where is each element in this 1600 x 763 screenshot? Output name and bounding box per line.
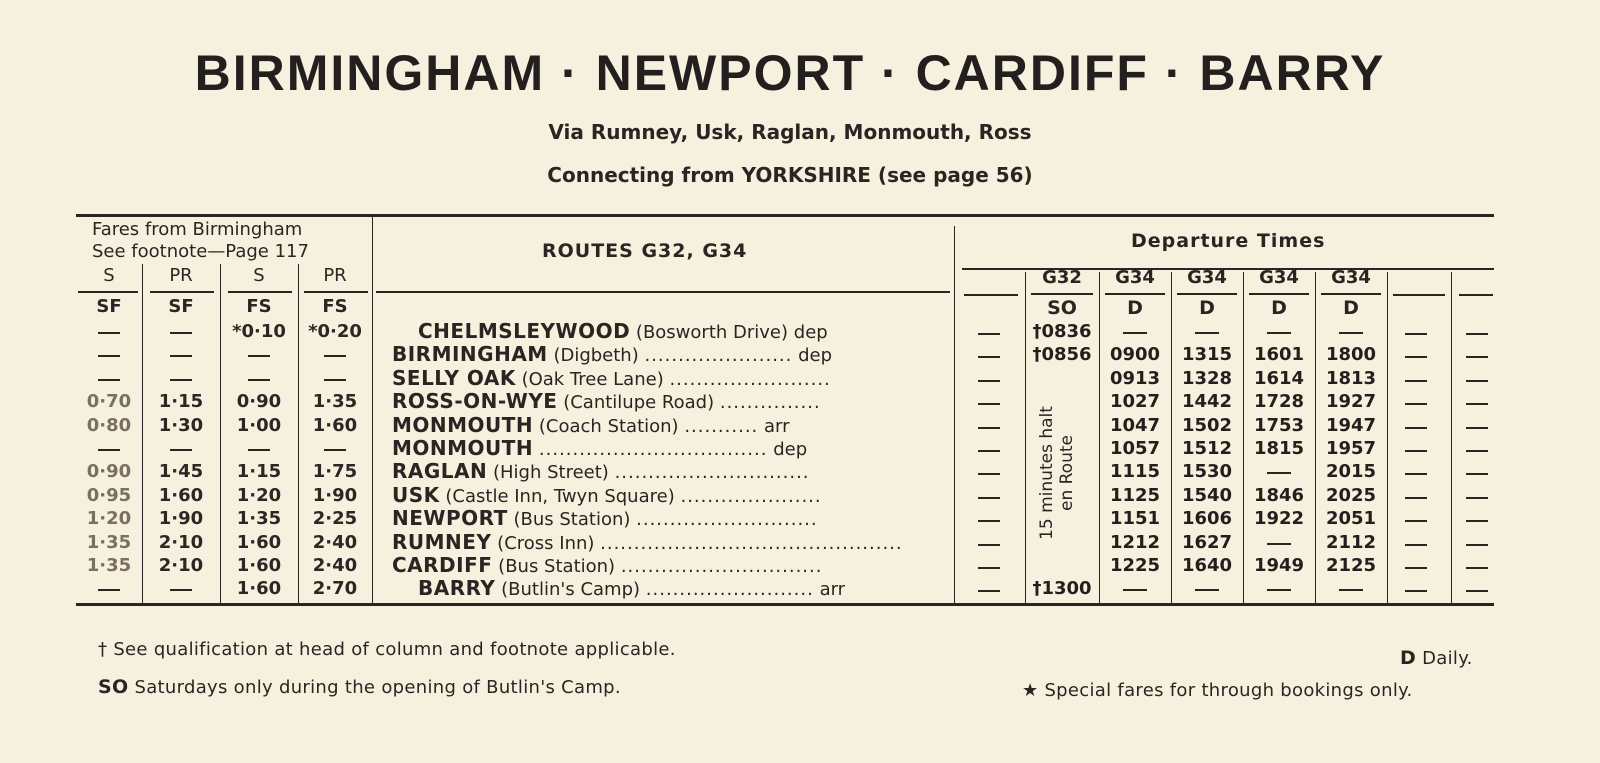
- empty-time-dash: [1466, 544, 1488, 546]
- time-dash: [1267, 472, 1291, 474]
- departure-time: 2112: [1325, 531, 1377, 553]
- fare-cell: 1·90: [312, 484, 358, 506]
- page-title: BIRMINGHAM · NEWPORT · CARDIFF · BARRY: [194, 45, 1386, 101]
- fare-dash: [98, 449, 120, 451]
- stop-location: (Oak Tree Lane): [521, 368, 664, 390]
- routes-header: ROUTES G32, G34: [542, 240, 748, 262]
- stop-label: [392, 530, 903, 554]
- departure-time: 1947: [1325, 414, 1377, 436]
- empty-time-dash: [978, 590, 1000, 592]
- departure-time: 1640: [1181, 555, 1233, 576]
- stop-location: (Bus Station): [513, 509, 631, 531]
- routes-header-rule: [376, 291, 950, 293]
- stop-label: [392, 553, 822, 577]
- stop-arr-dep: dep: [773, 439, 808, 460]
- fare-cell: 0·70: [86, 391, 132, 413]
- stop-arr-dep: arr: [819, 579, 846, 601]
- empty-time-dash: [1466, 473, 1488, 475]
- fare-cell: 1·15: [158, 391, 204, 413]
- stop-name: ROSS-ON-WYE: [392, 389, 558, 414]
- fare-dash: [98, 355, 120, 357]
- fare-cell: 1·90: [158, 508, 204, 530]
- departure-time: 1540: [1181, 484, 1233, 506]
- footnote-daily: [1400, 647, 1473, 669]
- stop-name: CARDIFF: [392, 553, 493, 577]
- leader-dots: ...........: [684, 415, 759, 437]
- fare-cell: 1·45: [158, 461, 204, 483]
- departure-time: †0836: [1032, 321, 1092, 342]
- stop-label: [392, 459, 810, 483]
- departure-time: 1846: [1253, 484, 1305, 506]
- departure-time: 1125: [1109, 484, 1161, 506]
- fare-dash: [170, 449, 192, 451]
- stop-label: [418, 319, 828, 343]
- departure-time: 1927: [1325, 391, 1377, 413]
- fare-cell: *0·20: [308, 321, 362, 342]
- departure-time: 1328: [1181, 367, 1233, 389]
- fare-cell: 1·60: [158, 484, 204, 506]
- empty-col-header-dash: [1459, 294, 1493, 296]
- departure-times-header: Departure Times: [1131, 230, 1326, 252]
- empty-time-dash: [1405, 403, 1427, 405]
- empty-time-dash: [1466, 590, 1488, 592]
- footnote-d-text: Daily.: [1422, 648, 1473, 669]
- departure-time: 1728: [1253, 391, 1305, 413]
- fare-cell: 1·60: [236, 578, 282, 600]
- footnote-star: ★ Special fares for through bookings only.: [1022, 680, 1413, 701]
- stop-location: (Cantilupe Road): [563, 392, 715, 414]
- stop-location: (Coach Station): [538, 415, 679, 437]
- stop-name: RUMNEY: [392, 529, 492, 554]
- fare-cell: 0·90: [236, 391, 282, 413]
- empty-time-dash: [1466, 380, 1488, 382]
- fare-col-divider-2: [220, 264, 221, 603]
- service-header-rule: [1249, 293, 1309, 295]
- fare-code-fs-1: FS: [246, 296, 272, 317]
- stop-name: BIRMINGHAM: [392, 342, 548, 367]
- stop-label: [392, 342, 832, 366]
- fare-code-rule-4: [304, 291, 368, 293]
- departure-time: 1512: [1181, 438, 1233, 459]
- empty-col-header-dash: [964, 294, 1018, 296]
- routes-times-divider: [954, 226, 955, 603]
- service-route-2: G34: [1187, 267, 1227, 288]
- fare-cell: 1·35: [236, 508, 282, 530]
- empty-time-dash: [1405, 567, 1427, 569]
- fare-cell: 2·40: [312, 531, 358, 553]
- fare-dash: [170, 355, 192, 357]
- fare-cell: 1·30: [158, 414, 204, 436]
- departure-time: †0856: [1032, 344, 1092, 366]
- service-days-2: D: [1199, 297, 1215, 319]
- fare-col-header-s-through: S: [253, 265, 265, 286]
- service-days-4: D: [1343, 297, 1359, 319]
- fare-cell: 1·60: [236, 531, 282, 553]
- route-via-subtitle: Via Rumney, Usk, Raglan, Monmouth, Ross: [548, 120, 1032, 144]
- stop-arr-dep: dep: [798, 345, 833, 367]
- fare-dash: [98, 589, 120, 591]
- stop-arr-dep: arr: [764, 415, 790, 437]
- empty-time-dash: [1405, 590, 1427, 592]
- departure-time: 1442: [1181, 391, 1233, 413]
- empty-time-dash: [978, 567, 1000, 569]
- stop-label: [392, 413, 790, 437]
- departure-time: 1922: [1253, 508, 1305, 530]
- empty-time-dash: [1405, 450, 1427, 452]
- service-days-1: D: [1127, 297, 1143, 319]
- stop-location: (Bosworth Drive): [635, 322, 789, 343]
- departure-time: 2025: [1325, 484, 1377, 506]
- fare-cell: 2·40: [312, 555, 358, 576]
- stop-name: RAGLAN: [392, 459, 488, 484]
- footnote-so-text: Saturdays only during the opening of Butlin's Camp.: [134, 677, 621, 698]
- stop-name: USK: [392, 482, 440, 507]
- empty-time-dash: [978, 473, 1000, 475]
- departure-time: 1315: [1181, 344, 1233, 366]
- time-dash: [1195, 589, 1219, 591]
- fare-cell: 1·00: [236, 414, 282, 436]
- empty-time-dash: [1405, 497, 1427, 499]
- empty-time-dash: [1405, 333, 1427, 335]
- service-header-rule: [1321, 293, 1381, 295]
- leader-dots: ......................: [644, 345, 793, 367]
- fare-cell: 1·60: [312, 414, 358, 436]
- fares-header-line1: Fares from Birmingham: [92, 219, 303, 240]
- fare-col-divider-3: [298, 264, 299, 603]
- stop-label: [418, 576, 845, 600]
- footnote-so: [98, 676, 621, 698]
- empty-time-dash: [1405, 520, 1427, 522]
- table-bottom-rule: [76, 603, 1494, 606]
- empty-time-dash: [978, 427, 1000, 429]
- empty-time-dash: [1405, 544, 1427, 546]
- leader-dots: ..............................: [620, 556, 823, 577]
- fare-cell: 2·10: [158, 531, 204, 553]
- service-header-rule: [1177, 293, 1237, 295]
- fare-col-header-pr-through: PR: [323, 265, 347, 286]
- departure-time: 1949: [1253, 555, 1305, 576]
- fare-cell: 0·95: [86, 484, 132, 506]
- stop-location: (High Street): [493, 462, 609, 484]
- empty-time-dash: [978, 544, 1000, 546]
- leader-dots: ........................: [669, 368, 831, 390]
- empty-time-dash: [1405, 380, 1427, 382]
- fare-dash: [248, 355, 270, 357]
- departure-time: 1601: [1253, 344, 1305, 366]
- fare-dash: [248, 449, 270, 451]
- leader-dots: .....................: [680, 485, 822, 507]
- departure-time: 1815: [1253, 438, 1305, 459]
- stop-name: SELLY OAK: [392, 365, 516, 390]
- departure-time: †1300: [1032, 578, 1092, 600]
- service-route-3: G34: [1259, 267, 1299, 288]
- departure-time: 0913: [1109, 367, 1161, 389]
- time-dash: [1195, 332, 1219, 334]
- empty-time-dash: [978, 450, 1000, 452]
- departure-time: 2015: [1325, 461, 1377, 483]
- stop-location: (Butlin's Camp): [501, 579, 641, 601]
- leader-dots: ..................................: [538, 439, 768, 460]
- empty-time-dash: [978, 356, 1000, 358]
- leader-dots: .........................: [645, 579, 814, 601]
- empty-time-dash: [978, 520, 1000, 522]
- empty-time-dash: [978, 333, 1000, 335]
- fare-cell: 2·70: [312, 578, 358, 600]
- footnote-so-code: SO: [98, 676, 129, 698]
- departure-time: 1225: [1109, 555, 1161, 576]
- stop-arr-dep: dep: [793, 322, 828, 343]
- stop-label: [392, 389, 821, 413]
- footnote-dagger: † See qualification at head of column and footnote applicable.: [98, 639, 676, 660]
- fare-col-header-pr-single: PR: [169, 265, 193, 286]
- leader-dots: ...........................: [636, 509, 818, 531]
- fare-cell: 1·75: [312, 461, 358, 483]
- stop-name: MONMOUTH: [392, 412, 534, 437]
- departure-time: 1614: [1253, 367, 1305, 389]
- stop-location: (Cross Inn): [497, 532, 595, 554]
- empty-col-header-dash: [1393, 294, 1445, 296]
- fare-col-header-s-single: S: [103, 265, 115, 286]
- time-dash: [1123, 589, 1147, 591]
- departure-time: 1800: [1325, 344, 1377, 366]
- stop-label: [392, 483, 822, 507]
- empty-time-dash: [1405, 356, 1427, 358]
- empty-time-dash: [1466, 520, 1488, 522]
- fare-code-rule-1: [78, 291, 138, 293]
- time-col-divider-5: [1387, 272, 1388, 603]
- departure-time: 0900: [1109, 344, 1161, 366]
- stop-name: NEWPORT: [392, 506, 508, 531]
- fare-cell: 1·15: [236, 461, 282, 483]
- fare-code-rule-2: [150, 291, 214, 293]
- fare-dash: [324, 449, 346, 451]
- time-dash: [1267, 543, 1291, 545]
- empty-time-dash: [1466, 497, 1488, 499]
- time-dash: [1339, 332, 1363, 334]
- empty-time-dash: [1466, 403, 1488, 405]
- departure-time: 1753: [1253, 414, 1305, 436]
- fare-cell: 1·20: [86, 508, 132, 530]
- stop-label: [392, 436, 807, 460]
- table-top-rule: [76, 214, 1494, 217]
- stop-label: [392, 366, 831, 390]
- leader-dots: ...............: [719, 392, 821, 414]
- departure-time: 1606: [1181, 508, 1233, 530]
- fare-dash: [170, 589, 192, 591]
- fare-cell: *0·10: [232, 321, 286, 342]
- service-header-rule: [1105, 293, 1165, 295]
- departure-time: 1027: [1109, 391, 1161, 413]
- time-dash: [1267, 589, 1291, 591]
- leader-dots: .............................: [614, 462, 810, 484]
- service-days-0: SO: [1047, 297, 1077, 319]
- leader-dots: .............................................: [600, 532, 903, 554]
- time-dash: [1339, 589, 1363, 591]
- empty-time-dash: [1466, 450, 1488, 452]
- departure-time: 1813: [1325, 367, 1377, 389]
- departure-time: 1502: [1181, 414, 1233, 436]
- stop-name: BARRY: [418, 576, 496, 601]
- fare-code-fs-2: FS: [322, 296, 348, 317]
- service-route-4: G34: [1331, 267, 1371, 288]
- fare-cell: 1·60: [236, 555, 282, 576]
- fare-cell: 2·25: [312, 508, 358, 530]
- empty-time-dash: [978, 380, 1000, 382]
- empty-time-dash: [1405, 427, 1427, 429]
- service-route-1: G34: [1115, 267, 1155, 288]
- fare-dash: [248, 379, 270, 381]
- empty-time-dash: [1405, 473, 1427, 475]
- fares-header-line2: See footnote—Page 117: [92, 241, 309, 262]
- service-route-0: G32: [1042, 267, 1082, 288]
- empty-time-dash: [1466, 356, 1488, 358]
- fare-cell: 1·20: [236, 484, 282, 506]
- time-dash: [1267, 332, 1291, 334]
- empty-time-dash: [1466, 567, 1488, 569]
- departure-time: 2051: [1325, 508, 1377, 530]
- empty-time-dash: [1466, 427, 1488, 429]
- stop-location: (Digbeth): [553, 345, 639, 367]
- stop-label: [392, 506, 818, 530]
- halt-note: 15 minutes halt en Route: [1037, 406, 1077, 540]
- fare-cell: 2·10: [158, 555, 204, 576]
- fare-dash: [170, 379, 192, 381]
- fare-cell: 1·35: [312, 391, 358, 413]
- stop-name: MONMOUTH: [392, 436, 534, 460]
- fare-dash: [98, 332, 120, 334]
- departure-time: 1957: [1325, 438, 1377, 459]
- service-header-rule: [1031, 293, 1093, 295]
- fare-dash: [170, 332, 192, 334]
- fare-cell: 0·90: [86, 461, 132, 483]
- departure-time: 1212: [1109, 531, 1161, 553]
- departure-time: 2125: [1325, 555, 1377, 576]
- fare-dash: [324, 355, 346, 357]
- empty-time-dash: [978, 497, 1000, 499]
- empty-time-dash: [1466, 333, 1488, 335]
- fare-dash: [98, 379, 120, 381]
- fare-code-rule-3: [228, 291, 292, 293]
- time-dash: [1123, 332, 1147, 334]
- fares-routes-divider: [372, 217, 373, 603]
- footnote-d-code: D: [1400, 647, 1417, 669]
- empty-time-dash: [978, 403, 1000, 405]
- time-col-divider-6: [1451, 272, 1452, 603]
- service-days-3: D: [1271, 297, 1287, 319]
- fare-col-divider-1: [142, 264, 143, 603]
- departure-time: 1115: [1109, 461, 1161, 483]
- departure-time: 1530: [1181, 461, 1233, 483]
- stop-location: (Castle Inn, Twyn Square): [445, 485, 675, 507]
- departure-time: 1627: [1181, 531, 1233, 553]
- fare-cell: 0·80: [86, 414, 132, 436]
- stop-name: CHELMSLEYWOOD: [418, 319, 631, 343]
- fare-cell: 1·35: [86, 555, 132, 576]
- fare-code-sf-1: SF: [96, 296, 122, 317]
- fare-dash: [324, 379, 346, 381]
- departure-time: 1047: [1109, 414, 1161, 436]
- departure-time: 1057: [1109, 438, 1161, 459]
- fare-code-sf-2: SF: [168, 296, 194, 317]
- connecting-note: Connecting from YORKSHIRE (see page 56): [547, 163, 1033, 187]
- departure-time: 1151: [1109, 508, 1161, 530]
- stop-location: (Bus Station): [498, 556, 616, 577]
- fare-cell: 1·35: [86, 531, 132, 553]
